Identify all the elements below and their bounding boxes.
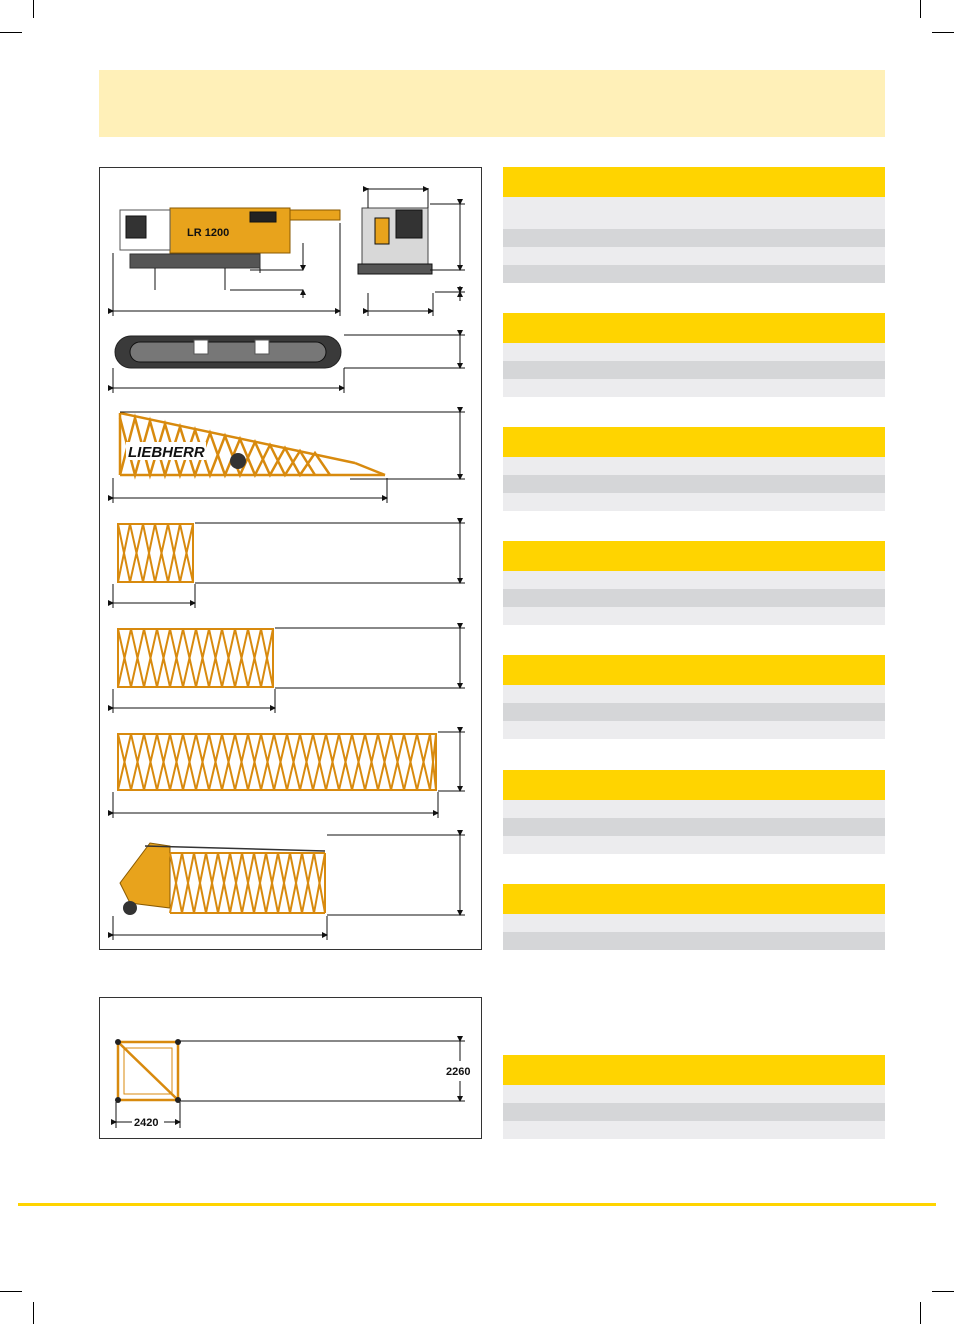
table-row: [503, 457, 885, 475]
table-row: [503, 836, 885, 854]
crop-mark: [932, 32, 954, 33]
table-row: [503, 475, 885, 493]
table-row: [503, 932, 885, 950]
table-row: [503, 589, 885, 607]
transport-drawings: [100, 168, 481, 949]
liebherr-logo: LIEBHERR: [128, 444, 205, 461]
spec-table: [503, 541, 885, 625]
spec-table: [503, 884, 885, 950]
table-row: [503, 571, 885, 589]
table-row: [503, 914, 885, 932]
transport-drawings-panel: [99, 167, 482, 950]
table-row: [503, 247, 885, 265]
header-banner: [99, 70, 885, 137]
section-width-label: 2420: [134, 1117, 159, 1129]
table-header: [503, 313, 885, 343]
crop-mark: [0, 32, 22, 33]
crop-mark: [0, 1291, 22, 1292]
boom-head-section: [120, 843, 325, 915]
table-row: [503, 818, 885, 836]
spec-table: [503, 427, 885, 511]
table-header: [503, 167, 885, 197]
section-height-label: 2260: [446, 1066, 471, 1078]
spec-table: [503, 770, 885, 854]
crane-base-front-view: [358, 188, 465, 316]
table-row: [503, 343, 885, 361]
lattice-section-long: [118, 734, 436, 790]
table-header: [503, 884, 885, 914]
table-row: [503, 379, 885, 397]
table-header: [503, 770, 885, 800]
crop-mark: [33, 1302, 34, 1324]
table-row: [503, 1103, 885, 1121]
spec-table: [503, 655, 885, 739]
crop-mark: [33, 0, 34, 18]
crop-mark: [920, 1302, 921, 1324]
table-row: [503, 800, 885, 818]
table-row: [503, 721, 885, 739]
table-row: [503, 1085, 885, 1103]
boom-cross-section-panel: [99, 997, 482, 1139]
crop-mark: [932, 1291, 954, 1292]
boom-cross-section: [100, 998, 481, 1138]
table-row: [503, 1121, 885, 1139]
lattice-section-medium: [118, 629, 273, 687]
table-header: [503, 1055, 885, 1085]
table-row: [503, 229, 885, 247]
table-header: [503, 541, 885, 571]
spec-table: [503, 313, 885, 397]
crane-base-side-view: [113, 208, 340, 316]
table-row: [503, 607, 885, 625]
table-header: [503, 427, 885, 457]
table-row: [503, 265, 885, 283]
footer-rule: [18, 1203, 936, 1206]
crawler-track: [113, 335, 465, 393]
crane-model-label: LR 1200: [187, 227, 230, 239]
spec-table: [503, 1055, 885, 1139]
spec-table: [503, 167, 885, 283]
table-row: [503, 703, 885, 721]
table-row: [503, 361, 885, 379]
lattice-section-short: [118, 524, 193, 582]
table-header: [503, 655, 885, 685]
table-row: [503, 685, 885, 703]
table-row: [503, 493, 885, 511]
crop-mark: [920, 0, 921, 18]
table-row: [503, 197, 885, 229]
